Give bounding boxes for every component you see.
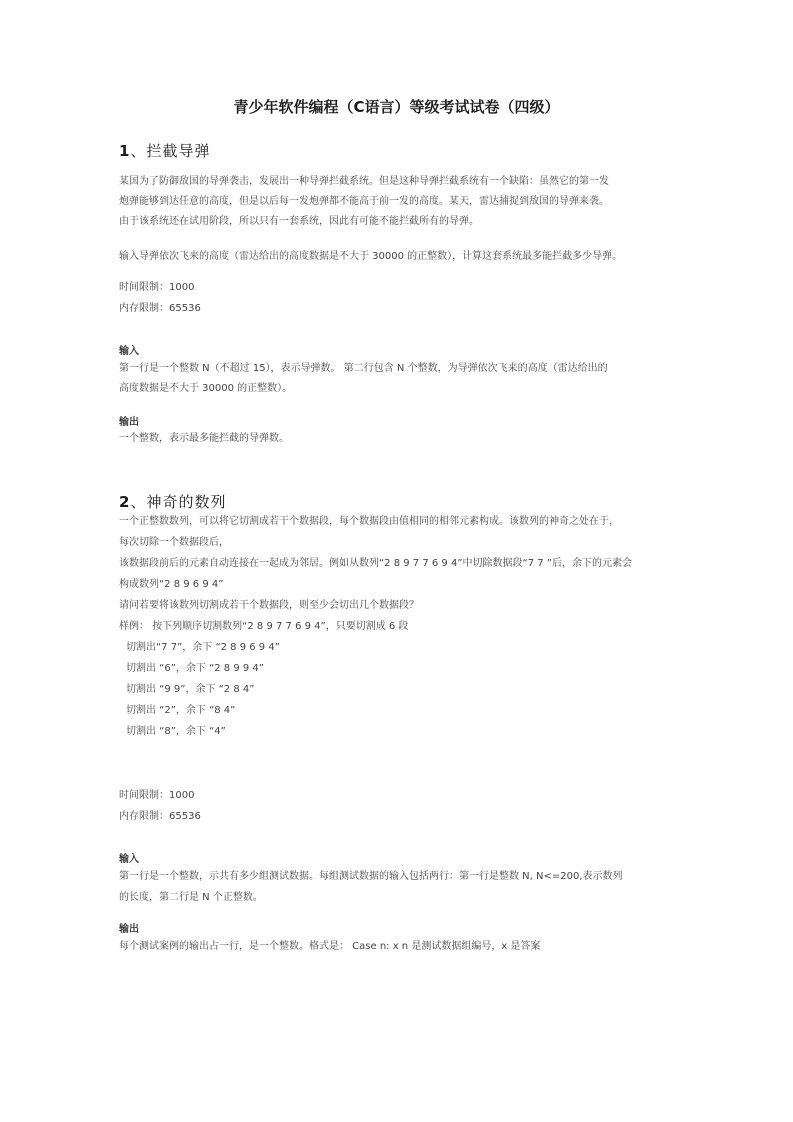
q2-input-line: 的长度，第二行是 N 个正整数。 xyxy=(119,892,263,903)
q2-sample-line: 切割出 “2”，余下 “8 4” xyxy=(126,705,236,716)
q1-input-line: 第一行是一个整数 N（不超过 15），表示导弹数。 第二行包含 N 个整数，为导弹依次飞来的高度（雷达给出的 xyxy=(119,363,608,374)
q1-task-line: 输入导弹依次飞来的高度（雷达给出的高度数据是不大于 30000 的正整数），计算这套系统最多能拦截多少导弹。 xyxy=(119,251,623,262)
q2-output-label: 输出 xyxy=(119,924,139,935)
q1-output-line: 一个整数，表示最多能拦截的导弹数。 xyxy=(119,433,289,444)
q2-desc-line: 该数据段前后的元素自动连接在一起成为邻居。例如从数列“2 8 9 7 7 6 9 4”中切除数据段“7 7 ”后，余下的元素会 xyxy=(119,558,632,569)
q2-input-label: 输入 xyxy=(119,854,139,865)
q2-desc-line: 请问若要将该数列切割成若干个数据段，则至少会切出几个数据段？ xyxy=(119,600,419,611)
q1-input-label: 输入 xyxy=(119,346,139,357)
q2-time-limit: 时间限制：1000 xyxy=(119,790,195,801)
q2-mem-limit: 内存限制：65536 xyxy=(119,811,201,822)
q2-heading xyxy=(119,491,226,512)
q1-output-label: 输出 xyxy=(119,417,139,428)
q2-sample-line: 切割出 “9 9”，余下 “2 8 4” xyxy=(126,684,255,695)
q1-number: 1 xyxy=(119,142,131,160)
q1-desc-line: 炮弹能够到达任意的高度，但是以后每一发炮弹都不能高于前一发的高度。某天，雷达捕捉到敌国的导弹来袭。 xyxy=(119,196,609,207)
q2-sample-line: 切割出“7 7”，余下 “2 8 9 6 9 4” xyxy=(126,642,280,653)
q1-mem-limit: 内存限制：65536 xyxy=(119,303,201,314)
q1-heading xyxy=(119,140,210,161)
q2-desc-line: 构成数列“2 8 9 6 9 4” xyxy=(119,579,224,590)
q2-number: 2 xyxy=(119,493,131,511)
q2-desc-line: 一个正整数数列，可以将它切割成若干个数据段，每个数据段由值相同的相邻元素构成。该数列的神奇之处在于， xyxy=(119,516,619,527)
q2-sample-line: 切割出 “6”，余下 “2 8 9 9 4” xyxy=(126,663,264,674)
q2-desc-line: 样例： 按下列顺序切割数列“2 8 9 7 7 6 9 4”，只要切割成 6 段 xyxy=(119,621,409,632)
q1-heading-text: 、拦截导弹 xyxy=(130,142,211,160)
document-title: 青少年软件编程（C语言）等级考试试卷（四级） xyxy=(233,98,560,116)
q2-desc-line: 每次切除一个数据段后， xyxy=(119,537,229,548)
q1-time-limit: 时间限制：1000 xyxy=(119,282,195,293)
q2-input-line: 第一行是一个整数，示共有多少组测试数据。每组测试数据的输入包括两行：第一行是整数 N, N<=200,表示数列 xyxy=(119,871,623,882)
q2-heading-text: 、神奇的数列 xyxy=(130,493,227,511)
q1-desc-line: 某国为了防御敌国的导弹袭击，发展出一种导弹拦截系统。但是这种导弹拦截系统有一个缺陷：虽然它的第一发 xyxy=(119,176,609,187)
q1-desc-line: 由于该系统还在试用阶段，所以只有一套系统，因此有可能不能拦截所有的导弹。 xyxy=(119,216,479,227)
q2-sample-line: 切割出 “8”，余下 “4” xyxy=(126,726,226,737)
q2-output-line: 每个测试案例的输出占一行，是一个整数。格式是： Case n: x n 是测试数据组编号，x 是答案 xyxy=(119,941,541,952)
q1-input-line: 高度数据是不大于 30000 的正整数）。 xyxy=(119,383,293,394)
